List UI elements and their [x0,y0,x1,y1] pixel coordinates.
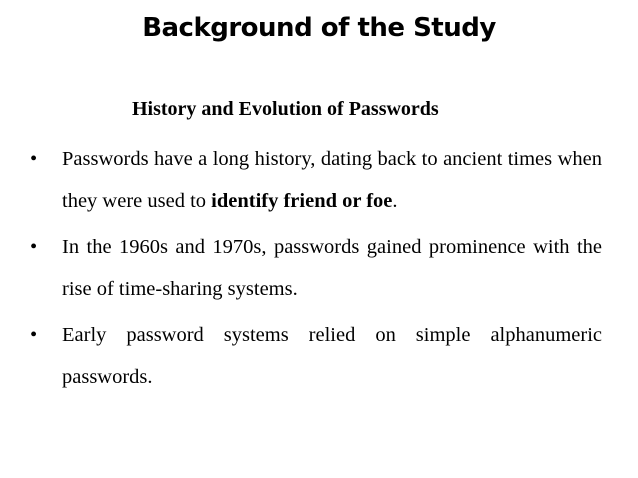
bullet-text: Early password systems relied on simple alphanumeric passwords. [62,324,602,388]
slide-subtitle: History and Evolution of Passwords [132,98,439,120]
bullet-item-1 [30,138,602,222]
bullet-text: In the 1960s and 1970s, passwords gained prominence with the rise of time-sharing systems. [62,236,602,300]
bullet-icon: • [30,148,38,170]
bullet-icon: • [30,324,38,346]
bullet-emphasis: identify friend or foe [211,190,393,212]
slide-title: Background of the Study [142,13,496,43]
bullet-list [30,138,602,402]
bullet-item-3 [30,314,602,398]
bullet-icon: • [30,236,38,258]
bullet-item-2 [30,226,602,310]
bullet-text-end: . [392,190,398,212]
bullet-text: Passwords have a long history, dating back to ancient times when they were used to [62,148,602,212]
